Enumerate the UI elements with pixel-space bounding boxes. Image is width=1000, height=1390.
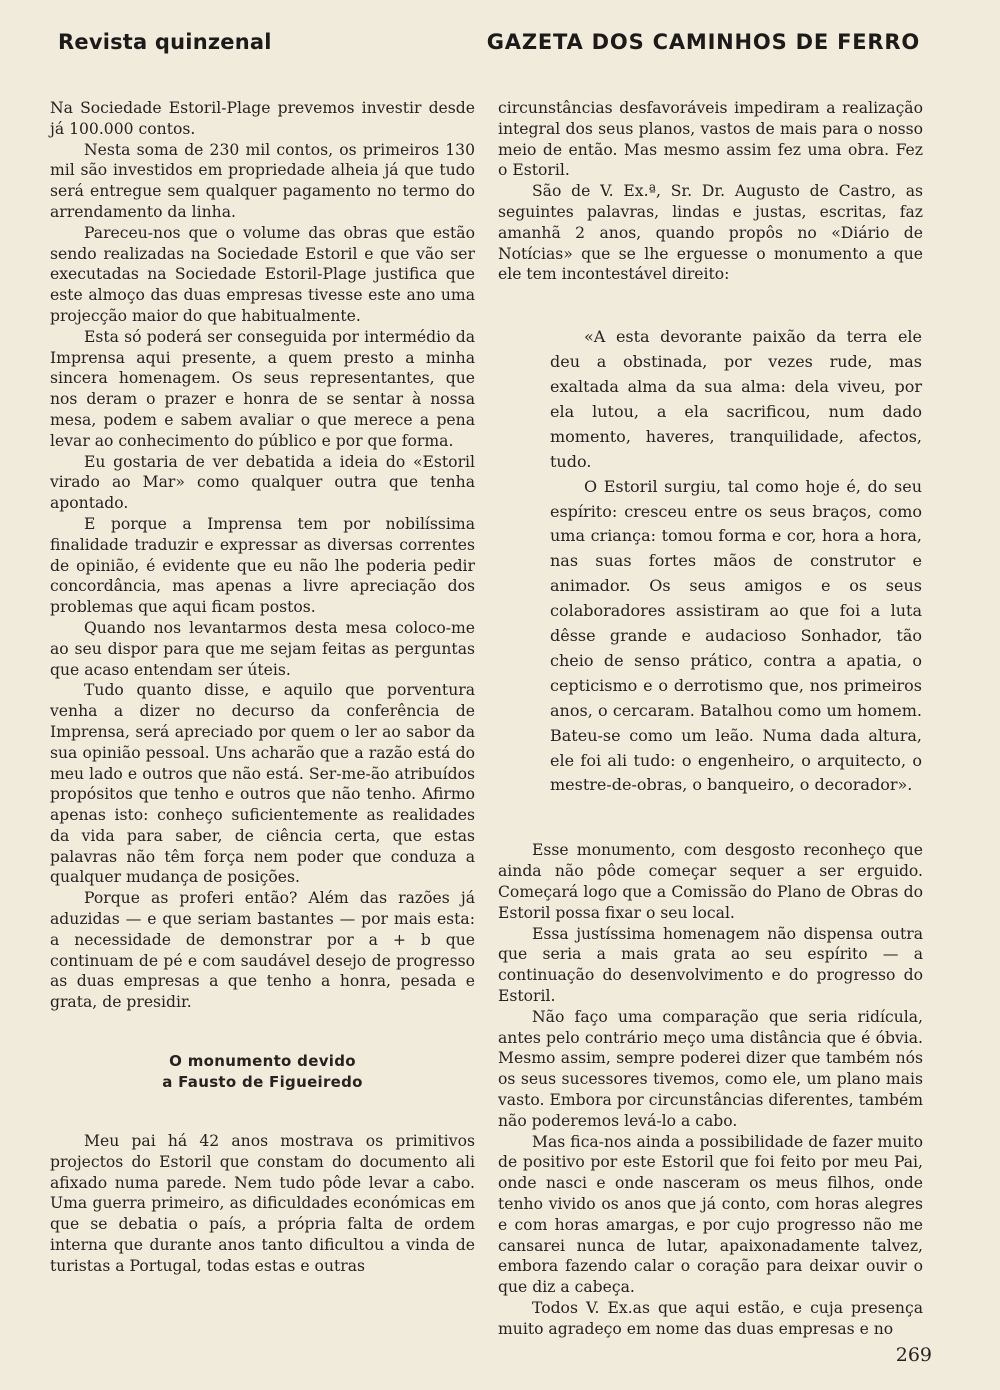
right-body-text-continued: [498, 840, 923, 1339]
left-column: [50, 98, 475, 1277]
section-title: [50, 1051, 475, 1093]
right-column: [498, 98, 923, 1340]
paragraph: circunstâncias desfavoráveis impediram a realização integral dos seus planos, vastos de mais para o nosso meio de então. Mas mesmo assim fez uma obra. Fez o Estoril.: [498, 99, 923, 180]
left-section-text: [50, 1131, 475, 1277]
paragraph: Eu gostaria de ver debatida a ideia do «Estoril virado ao Mar» como qualquer outra que tenha apontado.: [50, 452, 475, 513]
paragraph: Todos V. Ex.as que aqui estão, e cuja presença muito agradeço em nome das duas empresas e no: [498, 1298, 923, 1338]
block-quote: [550, 325, 922, 798]
left-body-text: [50, 98, 475, 1013]
paragraph: Tudo quanto disse, e aquilo que porventura venha a dizer no decurso da conferência de Imprensa, será apreciado por quem o ler ao sabor da sua opinião pessoal. Uns acharão que a razão está do meu lado e outros que não está. Ser-me-ão atribuídos propósitos que tenho e outros que não tenho. Afirmo apenas isto: conheço suficientemente as realidades da vida para saber, de ciência certa, que estas palavras não têm força nem poder que conduza a qualquer mudança de posições.: [50, 681, 475, 887]
section-title-line-2: a Fausto de Figueiredo: [162, 1073, 363, 1092]
paragraph: Mas fica-nos ainda a possibilidade de fazer muito de positivo por este Estoril que foi feito por meu Pai, onde nasci e onde nasceram os meus filhos, onde tenho vivido os anos que já conto, com horas alegres e com horas amargas, e por cujo progresso não me cansarei nunca de lutar, apaixonadamente talvez, embora fazendo calar o coração para deixar ouvir o que diz a cabeça.: [498, 1132, 923, 1297]
paragraph: Na Sociedade Estoril-Plage prevemos investir desde já 100.000 contos.: [50, 99, 475, 138]
paragraph: Pareceu-nos que o volume das obras que estão sendo realizadas na Sociedade Estoril e que vão ser executadas na Sociedade Estoril-Plage justifica que este almoço das duas empresas tivesse este ano uma projecção maior do que habitualmente.: [50, 223, 475, 325]
running-header-left: Revista quinzenal: [58, 30, 272, 54]
paragraph: Esse monumento, com desgosto reconheço que ainda não pôde começar sequer a ser erguido. Começará logo que a Comissão do Plano de Obras do Estoril possa fixar o seu local.: [498, 841, 923, 922]
section-title-line-1: O monumento devido: [169, 1052, 356, 1071]
paragraph: «A esta devorante paixão da terra ele deu a obstinada, por vezes rude, mas exaltada alma da sua alma: dela viveu, por ela lutou, a ela sacrificou, num dado momento, haveres, tranquilidade, afectos, tudo.: [550, 327, 922, 471]
paragraph: Não faço uma comparação que seria ridícula, antes pelo contrário meço uma distância que é óbvia. Mesmo assim, sempre poderei dizer que também nós os seus sucessores tivemos, como ele, um plano mais vasto. Embora por circunstâncias diferentes, também não poderemos levá-lo a cabo.: [498, 1007, 923, 1130]
paragraph: O Estoril surgiu, tal como hoje é, do seu espírito: cresceu entre os seus braços, como uma criança: tomou forma e cor, hora a hora, nas suas fortes mãos de construtor e animador. Os seus amigos e os seus colaboradores assistiram ao que foi a luta dêsse grande e audacioso Sonhador, tão cheio de senso prático, contra a apatia, o cepticismo e o derrotismo que, nos primeiros anos, o cercaram. Batalhou como um homem. Bateu-se como um leão. Numa dada altura, ele foi ali tudo: o engenheiro, o arquitecto, o mestre-de-obras, o banqueiro, o decorador».: [550, 476, 922, 795]
running-header-right: GAZETA DOS CAMINHOS DE FERRO: [486, 30, 920, 54]
paragraph: E porque a Imprensa tem por nobilíssima finalidade traduzir e expressar as diversas correntes de opinião, é evidente que eu não lhe poderia pedir concordância, mas apenas a livre apreciação dos problemas que aqui ficam postos.: [50, 514, 475, 617]
right-body-text: [498, 98, 923, 285]
page-number: 269: [895, 1344, 932, 1366]
paragraph: São de V. Ex.ª, Sr. Dr. Augusto de Castro, as seguintes palavras, lindas e justas, escritas, faz amanhã 2 anos, quando propôs no «Diário de Notícias» que se lhe erguesse o monumento a que ele tem incontestável direito:: [498, 182, 923, 284]
paragraph: Esta só poderá ser conseguida por intermédio da Imprensa aqui presente, a quem presto a minha sincera homenagem. Os seus representantes, que nos deram o prazer e honra de se sentar à nossa mesa, podem e sabem avaliar o que merece a pena levar ao conhecimento do público e por que forma.: [50, 327, 475, 450]
paragraph: Porque as proferi então? Além das razões já aduzidas — e que seriam bastantes — por mais esta: a necessidade de demonstrar por a + b que continuam de pé e com saudável desejo de progresso as duas empresas a que tenho a honra, pesada e grata, de presidir.: [50, 889, 475, 1012]
paragraph: Nesta soma de 230 mil contos, os primeiros 130 mil são investidos em propriedade alheia já que tudo será entregue sem qualquer pagamento no termo do arrendamento da linha.: [50, 140, 475, 221]
paragraph: Meu pai há 42 anos mostrava os primitivos projectos do Estoril que constam do documento ali afixado numa parede. Nem tudo pôde levar a cabo. Uma guerra primeiro, as dificuldades económicas em que se debatia o país, a própria falta de ordem interna que durante anos tanto dificultou a vinda de turistas a Portugal, todas estas e outras: [50, 1132, 475, 1275]
paragraph: Essa justíssima homenagem não dispensa outra que seria a mais grata ao seu espírito — a continuação do desenvolvimento e do progresso do Estoril.: [498, 924, 923, 1005]
paragraph: Quando nos levantarmos desta mesa coloco-me ao seu dispor para que me sejam feitas as perguntas que acaso entendam ser úteis.: [50, 618, 475, 679]
